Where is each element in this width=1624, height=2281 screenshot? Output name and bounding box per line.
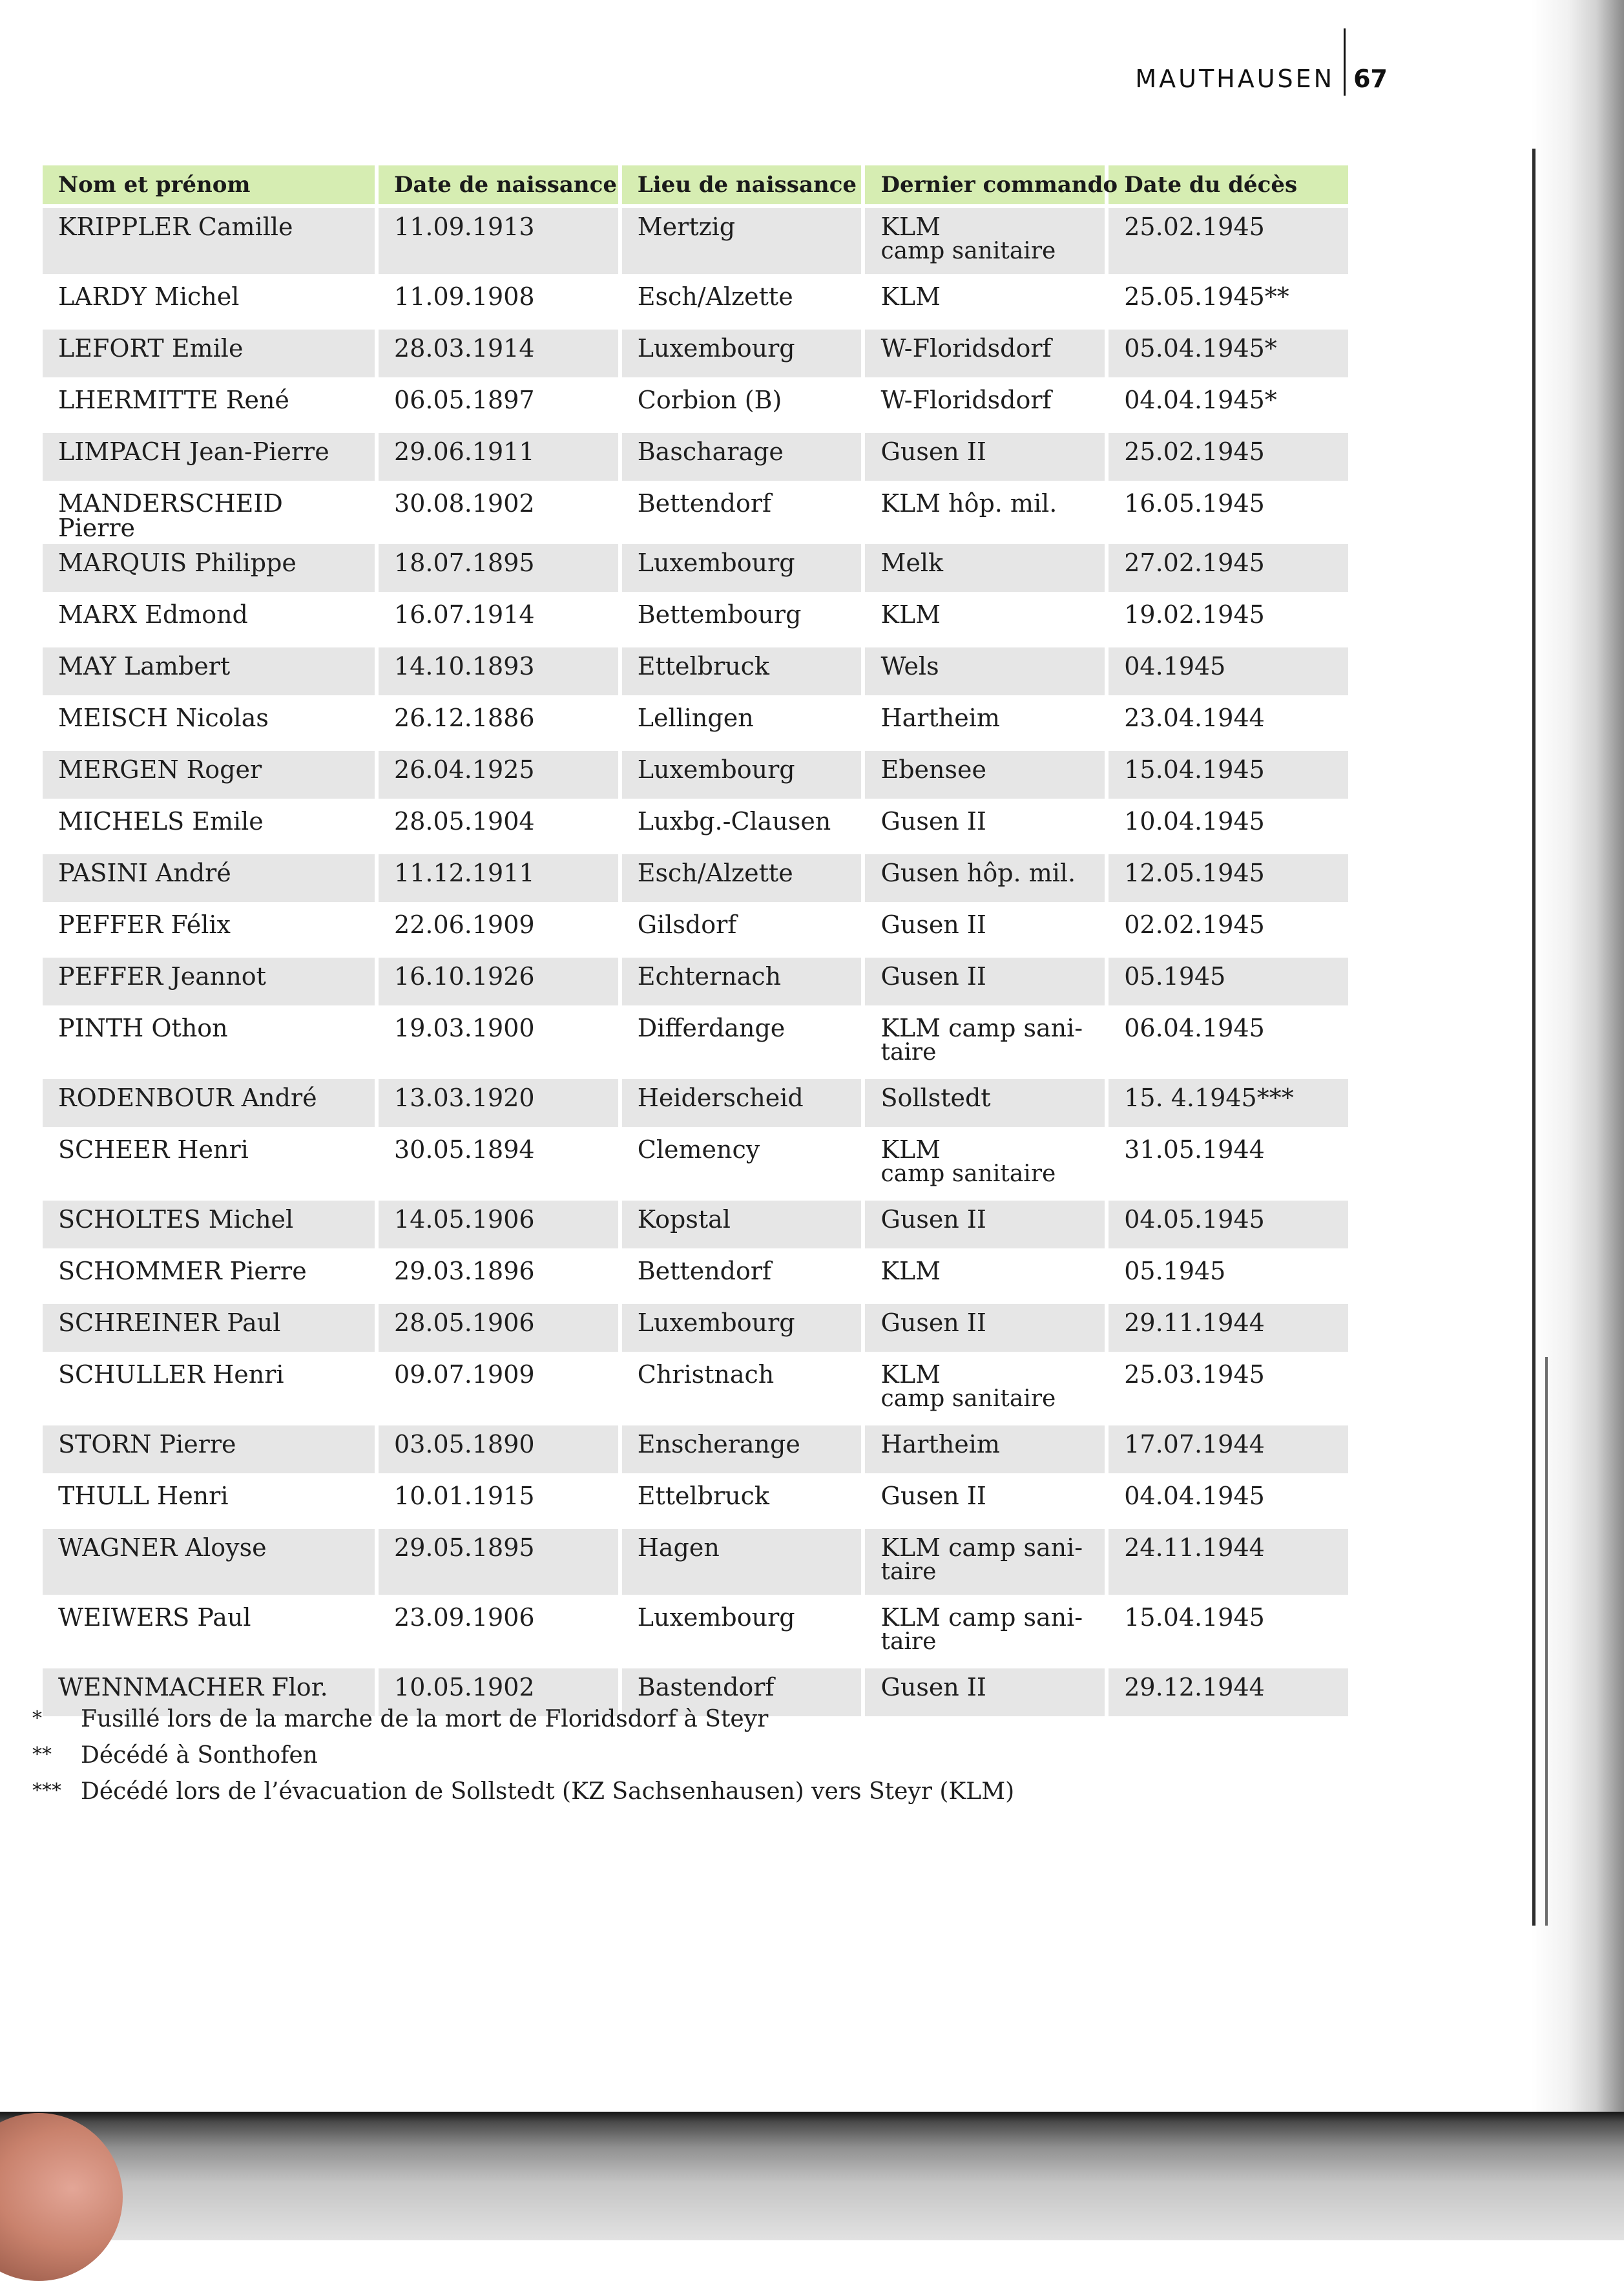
cell-name: PINTH Othon — [43, 1009, 375, 1075]
table-row — [43, 330, 1348, 377]
cell-birth-date: 30.05.1894 — [379, 1131, 618, 1197]
cell-birth-date: 11.09.1913 — [379, 208, 618, 274]
commando-line: Gusen II — [880, 1309, 986, 1337]
table-row — [43, 958, 1348, 1005]
cell-death-date: 25.02.1945 — [1109, 433, 1348, 481]
cell-commando — [865, 1599, 1105, 1665]
commando-line: Hartheim — [880, 704, 1000, 732]
cell-name: PEFFER Jeannot — [43, 958, 375, 1005]
cell-name: MARX Edmond — [43, 596, 375, 644]
cell-name: MERGEN Roger — [43, 751, 375, 799]
cell-death-date: 31.05.1944 — [1109, 1131, 1348, 1197]
cell-name: MICHELS Emile — [43, 803, 375, 850]
cell-name: PASINI André — [43, 854, 375, 902]
table-row — [43, 751, 1348, 799]
cell-name: SCHOMMER Pierre — [43, 1252, 375, 1300]
cell-birth-date: 13.03.1920 — [379, 1079, 618, 1127]
cell-birth-date: 16.07.1914 — [379, 596, 618, 644]
commando-line: camp sanitaire — [880, 1385, 1056, 1412]
cell-birth-date: 03.05.1890 — [379, 1425, 618, 1473]
cell-commando — [865, 1425, 1105, 1473]
cell-death-date: 02.02.1945 — [1109, 906, 1348, 954]
commando-line: Gusen II — [880, 437, 986, 466]
cell-death-date: 04.1945 — [1109, 647, 1348, 695]
cell-name: RODENBOUR André — [43, 1079, 375, 1127]
cell-birth-date: 28.03.1914 — [379, 330, 618, 377]
cell-name: KRIPPLER Camille — [43, 208, 375, 274]
cell-death-date: 29.12.1944 — [1109, 1668, 1348, 1716]
cell-death-date: 23.04.1944 — [1109, 699, 1348, 747]
cell-name: LIMPACH Jean-Pierre — [43, 433, 375, 481]
cell-commando — [865, 1252, 1105, 1300]
cell-birth-date: 26.12.1886 — [379, 699, 618, 747]
cell-name: WAGNER Aloyse — [43, 1529, 375, 1595]
table-row — [43, 596, 1348, 644]
cell-birth-date: 10.01.1915 — [379, 1477, 618, 1525]
cell-death-date: 19.02.1945 — [1109, 596, 1348, 644]
commando-line: Melk — [880, 549, 944, 577]
table-row — [43, 854, 1348, 902]
cell-birth-place: Esch/Alzette — [622, 278, 862, 326]
commando-line: KLM camp sani- — [880, 1603, 1083, 1632]
cell-birth-date: 19.03.1900 — [379, 1009, 618, 1075]
commando-line: camp sanitaire — [880, 238, 1056, 264]
cell-death-date: 25.02.1945 — [1109, 208, 1348, 274]
footnote-text: Fusillé lors de la marche de la mort de Floridsdorf à Steyr — [81, 1706, 769, 1732]
table-row — [43, 906, 1348, 954]
table-row — [43, 803, 1348, 850]
cell-name: LHERMITTE René — [43, 381, 375, 429]
cell-death-date: 25.03.1945 — [1109, 1356, 1348, 1422]
cell-commando — [865, 544, 1105, 592]
cell-name: SCHEER Henri — [43, 1131, 375, 1197]
cell-commando — [865, 803, 1105, 850]
table-row — [43, 208, 1348, 274]
cell-birth-place: Enscherange — [622, 1425, 862, 1473]
cell-death-date: 10.04.1945 — [1109, 803, 1348, 850]
cell-birth-date: 22.06.1909 — [379, 906, 618, 954]
table-row — [43, 647, 1348, 695]
footnote — [32, 1778, 1324, 1814]
commando-line: W-Floridsdorf — [880, 334, 1052, 363]
table-row — [43, 1529, 1348, 1595]
table-row — [43, 1252, 1348, 1300]
cell-birth-place: Christnach — [622, 1356, 862, 1422]
cell-death-date: 29.11.1944 — [1109, 1304, 1348, 1352]
cell-death-date: 27.02.1945 — [1109, 544, 1348, 592]
cell-death-date: 05.1945 — [1109, 1252, 1348, 1300]
table-row — [43, 1356, 1348, 1422]
cell-commando — [865, 278, 1105, 326]
cell-death-date: 04.04.1945* — [1109, 381, 1348, 429]
scanner-bottom-area — [0, 2112, 1624, 2240]
cell-birth-place: Gilsdorf — [622, 906, 862, 954]
cell-birth-date: 18.07.1895 — [379, 544, 618, 592]
cell-death-date: 04.04.1945 — [1109, 1477, 1348, 1525]
page-edge-line — [1532, 149, 1536, 1926]
commando-line: taire — [880, 1559, 937, 1585]
column-header-commando: Dernier commando — [865, 165, 1105, 204]
cell-birth-date: 10.05.1902 — [379, 1668, 618, 1716]
commando-line: Sollstedt — [880, 1084, 991, 1112]
cell-commando — [865, 1201, 1105, 1248]
cell-birth-place: Corbion (B) — [622, 381, 862, 429]
commando-line: Gusen II — [880, 962, 986, 991]
cell-birth-place: Ettelbruck — [622, 647, 862, 695]
cell-commando — [865, 330, 1105, 377]
page-number: 67 — [1353, 65, 1388, 93]
commando-line: Hartheim — [880, 1430, 1000, 1458]
cell-commando — [865, 1529, 1105, 1595]
cell-birth-place: Kopstal — [622, 1201, 862, 1248]
cell-name: SCHREINER Paul — [43, 1304, 375, 1352]
cell-name: MANDERSCHEID Pierre — [43, 485, 375, 540]
cell-birth-date: 06.05.1897 — [379, 381, 618, 429]
cell-birth-place: Bettendorf — [622, 485, 862, 540]
cell-name: PEFFER Félix — [43, 906, 375, 954]
cell-birth-place: Bascharage — [622, 433, 862, 481]
cell-birth-date: 29.03.1896 — [379, 1252, 618, 1300]
commando-line: Gusen hôp. mil. — [880, 859, 1076, 887]
table-row — [43, 1304, 1348, 1352]
footnote-text: Décédé lors de l’évacuation de Sollstedt (KZ Sachsenhausen) vers Steyr (KLM) — [81, 1778, 1015, 1805]
cell-birth-date: 14.10.1893 — [379, 647, 618, 695]
table-body — [43, 208, 1348, 1716]
victims-table-container — [39, 162, 1352, 1720]
cell-name: WEIWERS Paul — [43, 1599, 375, 1665]
cell-commando — [865, 433, 1105, 481]
cell-commando — [865, 647, 1105, 695]
cell-name: WENNMACHER Flor. — [43, 1668, 375, 1716]
cell-birth-date: 29.06.1911 — [379, 433, 618, 481]
cell-death-date: 15.04.1945 — [1109, 1599, 1348, 1665]
cell-birth-date: 29.05.1895 — [379, 1529, 618, 1595]
column-header-name: Nom et prénom — [43, 165, 375, 204]
footnote-mark: ** — [32, 1743, 52, 1766]
cell-commando — [865, 1477, 1105, 1525]
cell-commando — [865, 596, 1105, 644]
column-header-birth-date: Date de naissance — [379, 165, 618, 204]
commando-line: KLM — [880, 282, 941, 311]
commando-line: KLM — [880, 213, 941, 241]
cell-death-date: 25.05.1945** — [1109, 278, 1348, 326]
commando-line: KLM hôp. mil. — [880, 489, 1057, 518]
footnote-text: Décédé à Sonthofen — [81, 1742, 318, 1769]
cell-commando — [865, 381, 1105, 429]
commando-line: Wels — [880, 652, 939, 680]
cell-birth-place: Mertzig — [622, 208, 862, 274]
footnote — [32, 1742, 1324, 1778]
commando-line: KLM — [880, 1257, 941, 1285]
cell-birth-date: 11.09.1908 — [379, 278, 618, 326]
cell-birth-place: Clemency — [622, 1131, 862, 1197]
cell-death-date: 16.05.1945 — [1109, 485, 1348, 540]
cell-birth-place: Bettendorf — [622, 1252, 862, 1300]
cell-birth-place: Luxembourg — [622, 544, 862, 592]
cell-birth-place: Ettelbruck — [622, 1477, 862, 1525]
cell-name: MAY Lambert — [43, 647, 375, 695]
victims-table — [39, 162, 1352, 1720]
cell-commando — [865, 208, 1105, 274]
cell-death-date: 17.07.1944 — [1109, 1425, 1348, 1473]
cell-birth-place: Differdange — [622, 1009, 862, 1075]
cell-name: STORN Pierre — [43, 1425, 375, 1473]
commando-line: W-Floridsdorf — [880, 386, 1052, 414]
commando-line: KLM camp sani- — [880, 1533, 1083, 1562]
cell-birth-place: Luxembourg — [622, 1304, 862, 1352]
commando-line: camp sanitaire — [880, 1161, 1056, 1187]
column-header-birth-place: Lieu de naissance — [622, 165, 862, 204]
table-header-row — [43, 165, 1348, 204]
cell-death-date: 04.05.1945 — [1109, 1201, 1348, 1248]
commando-line: Gusen II — [880, 910, 986, 939]
cell-commando — [865, 699, 1105, 747]
running-header — [1135, 59, 1388, 98]
cell-birth-place: Esch/Alzette — [622, 854, 862, 902]
cell-birth-date: 28.05.1906 — [379, 1304, 618, 1352]
cell-birth-place: Heiderscheid — [622, 1079, 862, 1127]
commando-line: Gusen II — [880, 1205, 986, 1234]
cell-birth-place: Luxembourg — [622, 330, 862, 377]
column-header-death-date: Date du décès — [1109, 165, 1348, 204]
footnote — [32, 1706, 1324, 1742]
cell-commando — [865, 1131, 1105, 1197]
running-title: MAUTHAUSEN — [1135, 65, 1335, 93]
commando-line: KLM — [880, 1135, 941, 1164]
cell-name: LARDY Michel — [43, 278, 375, 326]
table-row — [43, 1201, 1348, 1248]
commando-line: Gusen II — [880, 1482, 986, 1510]
commando-line: taire — [880, 1039, 937, 1066]
cell-birth-place: Luxembourg — [622, 1599, 862, 1665]
cell-birth-place: Lellingen — [622, 699, 862, 747]
table-row — [43, 1425, 1348, 1473]
cell-name: SCHULLER Henri — [43, 1356, 375, 1422]
cell-birth-date: 30.08.1902 — [379, 485, 618, 540]
cell-name: MARQUIS Philippe — [43, 544, 375, 592]
cell-death-date: 15.04.1945 — [1109, 751, 1348, 799]
commando-line: taire — [880, 1628, 937, 1655]
cell-birth-date: 26.04.1925 — [379, 751, 618, 799]
table-row — [43, 278, 1348, 326]
cell-death-date: 05.1945 — [1109, 958, 1348, 1005]
cell-birth-date: 09.07.1909 — [379, 1356, 618, 1422]
cell-death-date: 15. 4.1945*** — [1109, 1079, 1348, 1127]
table-row — [43, 544, 1348, 592]
table-row — [43, 1009, 1348, 1075]
cell-commando — [865, 485, 1105, 540]
table-row — [43, 1079, 1348, 1127]
cell-name: MEISCH Nicolas — [43, 699, 375, 747]
cell-birth-place: Echternach — [622, 958, 862, 1005]
cell-birth-date: 28.05.1904 — [379, 803, 618, 850]
commando-line: Ebensee — [880, 755, 986, 784]
cell-birth-place: Luxembourg — [622, 751, 862, 799]
cell-birth-date: 14.05.1906 — [379, 1201, 618, 1248]
cell-commando — [865, 906, 1105, 954]
cell-commando — [865, 1304, 1105, 1352]
cell-commando — [865, 854, 1105, 902]
commando-line: KLM — [880, 1360, 941, 1389]
footnote-mark: *** — [32, 1780, 61, 1802]
cell-birth-place: Bastendorf — [622, 1668, 862, 1716]
cell-death-date: 12.05.1945 — [1109, 854, 1348, 902]
commando-line: Gusen II — [880, 1673, 986, 1701]
table-row — [43, 1599, 1348, 1665]
cell-death-date: 24.11.1944 — [1109, 1529, 1348, 1595]
table-row — [43, 699, 1348, 747]
commando-line: KLM camp sani- — [880, 1014, 1083, 1042]
commando-line: Gusen II — [880, 807, 986, 836]
table-row — [43, 433, 1348, 481]
cell-commando — [865, 1356, 1105, 1422]
cell-birth-date: 11.12.1911 — [379, 854, 618, 902]
cell-birth-place: Luxbg.-Clausen — [622, 803, 862, 850]
cell-death-date: 06.04.1945 — [1109, 1009, 1348, 1075]
header-divider — [1344, 28, 1346, 96]
page-edge-line-secondary — [1545, 1357, 1548, 1926]
cell-name: SCHOLTES Michel — [43, 1201, 375, 1248]
table-row — [43, 381, 1348, 429]
cell-commando — [865, 1009, 1105, 1075]
cell-birth-place: Bettembourg — [622, 596, 862, 644]
table-row — [43, 1477, 1348, 1525]
cell-birth-date: 23.09.1906 — [379, 1599, 618, 1665]
cell-commando — [865, 958, 1105, 1005]
cell-commando — [865, 1079, 1105, 1127]
cell-name: THULL Henri — [43, 1477, 375, 1525]
cell-birth-place: Hagen — [622, 1529, 862, 1595]
commando-line: KLM — [880, 600, 941, 629]
footnote-mark: * — [32, 1707, 42, 1730]
footnotes — [32, 1706, 1324, 1814]
table-row — [43, 1131, 1348, 1197]
cell-birth-date: 16.10.1926 — [379, 958, 618, 1005]
table-row — [43, 485, 1348, 540]
cell-death-date: 05.04.1945* — [1109, 330, 1348, 377]
cell-commando — [865, 751, 1105, 799]
cell-name: LEFORT Emile — [43, 330, 375, 377]
